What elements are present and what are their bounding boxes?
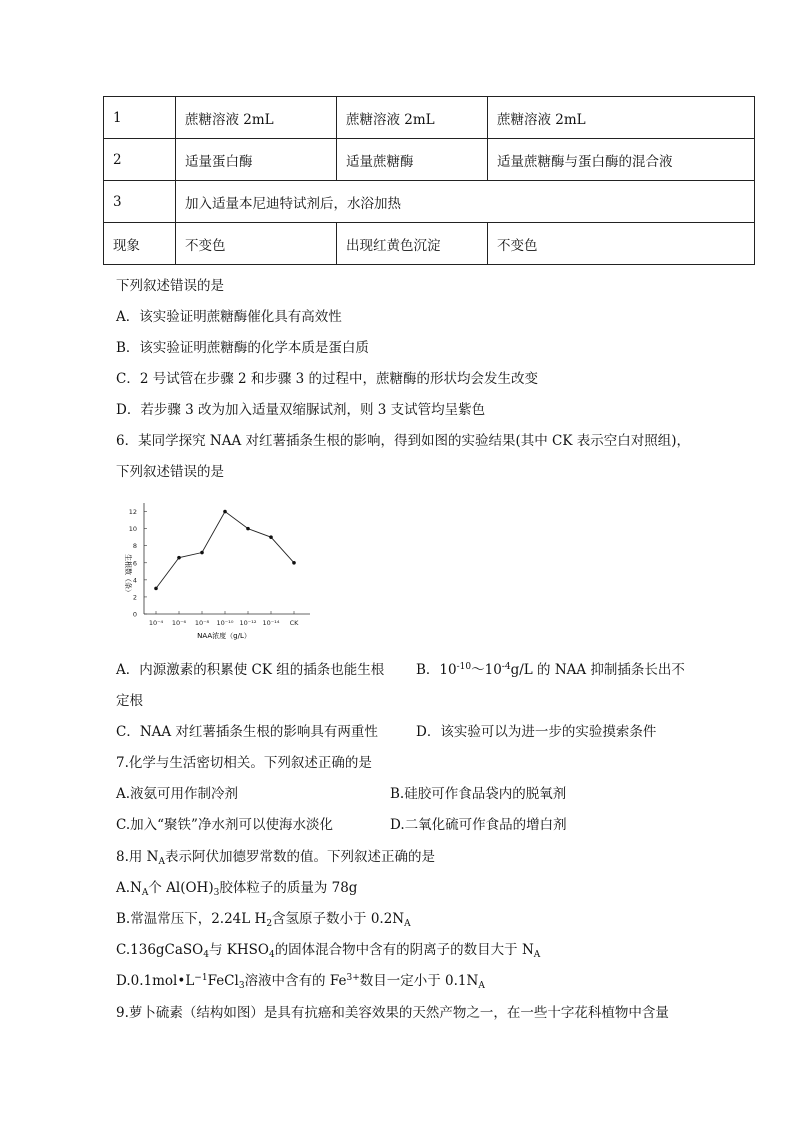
superscript: -10 bbox=[456, 662, 472, 672]
table-cell: 蔗糖溶液 2mL bbox=[176, 97, 337, 139]
table-cell: 现象 bbox=[104, 223, 176, 265]
text: g/L 的 NAA 抑制插条长出不 bbox=[510, 662, 685, 678]
q7-stem: 7.化学与生活密切相关。下列叙述正确的是 bbox=[116, 755, 372, 771]
q7-option-b: B.硅胶可作食品袋内的脱氧剂 bbox=[390, 786, 567, 802]
subscript: A bbox=[478, 981, 485, 991]
x-tick-label: 10⁻¹⁰ bbox=[216, 619, 234, 627]
table-cell: 出现红黄色沉淀 bbox=[337, 223, 488, 265]
table-cell: 1 bbox=[104, 97, 176, 139]
x-tick-label: 10⁻¹⁴ bbox=[262, 619, 280, 627]
text: 的固体混合物中含有的阴离子的数目大于 N bbox=[274, 942, 534, 958]
table-cell: 蔗糖溶液 2mL bbox=[488, 97, 755, 139]
text: B.常温常压下，2.24L H bbox=[116, 911, 267, 927]
data-point bbox=[154, 587, 158, 591]
y-tick-label: 2 bbox=[132, 593, 137, 602]
chart-marks bbox=[154, 510, 296, 590]
q8-option-c bbox=[116, 938, 540, 960]
x-tick-label: 10⁻¹² bbox=[239, 619, 257, 627]
superscript: −1 bbox=[194, 973, 208, 983]
data-point bbox=[292, 561, 296, 565]
data-point bbox=[246, 527, 250, 531]
subscript: A bbox=[141, 888, 149, 898]
experiment-table bbox=[103, 96, 755, 265]
text: B．10 bbox=[416, 662, 457, 678]
table-row bbox=[104, 223, 755, 265]
naa-rooting-chart bbox=[118, 495, 318, 643]
y-tick-label: 0 bbox=[132, 610, 137, 619]
q7-option-a: A.液氨可用作制冷剂 bbox=[116, 786, 239, 802]
q7-option-d: D.二氧化硫可作食品的增白剂 bbox=[390, 817, 567, 833]
text: 含氢原子数小于 0.2N bbox=[272, 911, 405, 927]
table-cell: 加入适量本尼迪特试剂后，水浴加热 bbox=[176, 181, 755, 223]
q6-option-d: D．该实验可以为进一步的实验摸索条件 bbox=[416, 724, 657, 740]
table-cell: 3 bbox=[104, 181, 176, 223]
data-point bbox=[269, 535, 273, 539]
data-point bbox=[177, 556, 181, 560]
text: 表示阿伏加德罗常数的值。下列叙述正确的是 bbox=[164, 849, 435, 865]
text: 胶体粒子的质量为 78g bbox=[219, 880, 358, 896]
q5-option-c: C．2 号试管在步骤 2 和步骤 3 的过程中，蔗糖酶的形状均会发生改变 bbox=[116, 371, 539, 387]
superscript: 3+ bbox=[346, 973, 360, 983]
y-tick-label: 4 bbox=[132, 576, 137, 585]
text: 与 KHSO bbox=[208, 942, 269, 958]
table-row bbox=[104, 139, 755, 181]
x-axis-label: NAA浓度（g/L） bbox=[197, 632, 251, 640]
text: FeCl bbox=[207, 973, 239, 989]
text: 数目一定小于 0.1N bbox=[359, 973, 479, 989]
q8-option-d bbox=[116, 969, 485, 991]
q6-option-b-continued: 定根 bbox=[116, 693, 143, 709]
table-cell: 适量蔗糖酶 bbox=[337, 139, 488, 181]
q5-stem: 下列叙述错误的是 bbox=[116, 278, 224, 294]
x-tick-label: CK bbox=[289, 619, 299, 627]
subscript: 4 bbox=[203, 950, 209, 960]
q5-option-d: D．若步骤 3 改为加入适量双缩脲试剂，则 3 支试管均呈紫色 bbox=[116, 402, 486, 418]
table-cell: 不变色 bbox=[176, 223, 337, 265]
q9-stem: 9.萝卜硫素（结构如图）是具有抗癌和美容效果的天然产物之一，在一些十字花科植物中含量 bbox=[116, 1005, 669, 1021]
q8-stem bbox=[116, 845, 435, 867]
y-tick-label: 8 bbox=[132, 542, 137, 551]
q7-option-c: C.加入“聚铁”净水剂可以使海水淡化 bbox=[116, 817, 333, 833]
subscript: 3 bbox=[213, 888, 220, 898]
y-tick-label: 12 bbox=[128, 508, 137, 517]
subscript: A bbox=[533, 950, 541, 960]
q8-option-a bbox=[116, 876, 357, 898]
text: 溶液中含有的 Fe bbox=[244, 973, 347, 989]
q6-option-a: A．内源激素的积累使 CK 组的插条也能生根 bbox=[116, 662, 385, 678]
x-tick-label: 10⁻⁸ bbox=[194, 619, 210, 627]
subscript: A bbox=[404, 919, 411, 929]
y-tick-label: 6 bbox=[132, 559, 137, 568]
table-cell: 适量蔗糖酶与蛋白酶的混合液 bbox=[488, 139, 755, 181]
y-tick-label: 10 bbox=[128, 525, 137, 534]
x-tick-label: 10⁻⁶ bbox=[171, 619, 187, 627]
q5-option-b: B．该实验证明蔗糖酶的化学本质是蛋白质 bbox=[116, 340, 369, 356]
y-axis-label: 生根数（条） bbox=[124, 554, 132, 596]
table-cell: 不变色 bbox=[488, 223, 755, 265]
series-line bbox=[156, 512, 294, 589]
text: 8.用 N bbox=[116, 849, 159, 865]
q6-stem-line1: 6．某同学探究 NAA 对红薯插条生根的影响，得到如图的实验结果(其中 CK 表示空白对照组)， bbox=[116, 433, 691, 449]
subscript: 2 bbox=[266, 919, 273, 929]
subscript: 3 bbox=[238, 981, 245, 991]
data-point bbox=[223, 510, 227, 514]
text: A.N bbox=[116, 880, 142, 896]
subscript: 4 bbox=[268, 950, 275, 960]
q6-option-c: C．NAA 对红薯插条生根的影响具有两重性 bbox=[116, 724, 378, 740]
data-point bbox=[200, 551, 204, 555]
x-tick-label: 10⁻⁴ bbox=[148, 619, 164, 627]
table-row bbox=[104, 97, 755, 139]
q8-option-b bbox=[116, 907, 411, 929]
table-cell: 2 bbox=[104, 139, 176, 181]
text: 个 Al(OH) bbox=[148, 880, 214, 896]
table-cell: 蔗糖溶液 2mL bbox=[337, 97, 488, 139]
text: D.0.1mol•L bbox=[116, 973, 195, 989]
q5-option-a: A．该实验证明蔗糖酶催化具有高效性 bbox=[116, 309, 342, 325]
q6-stem-line2: 下列叙述错误的是 bbox=[116, 464, 224, 480]
table-row bbox=[104, 181, 755, 223]
table-cell: 适量蛋白酶 bbox=[176, 139, 337, 181]
text: ～10 bbox=[471, 662, 502, 678]
superscript: -4 bbox=[501, 662, 511, 672]
text: C.136gCaSO bbox=[116, 942, 204, 958]
subscript: A bbox=[158, 857, 165, 867]
q6-option-b bbox=[416, 658, 685, 678]
